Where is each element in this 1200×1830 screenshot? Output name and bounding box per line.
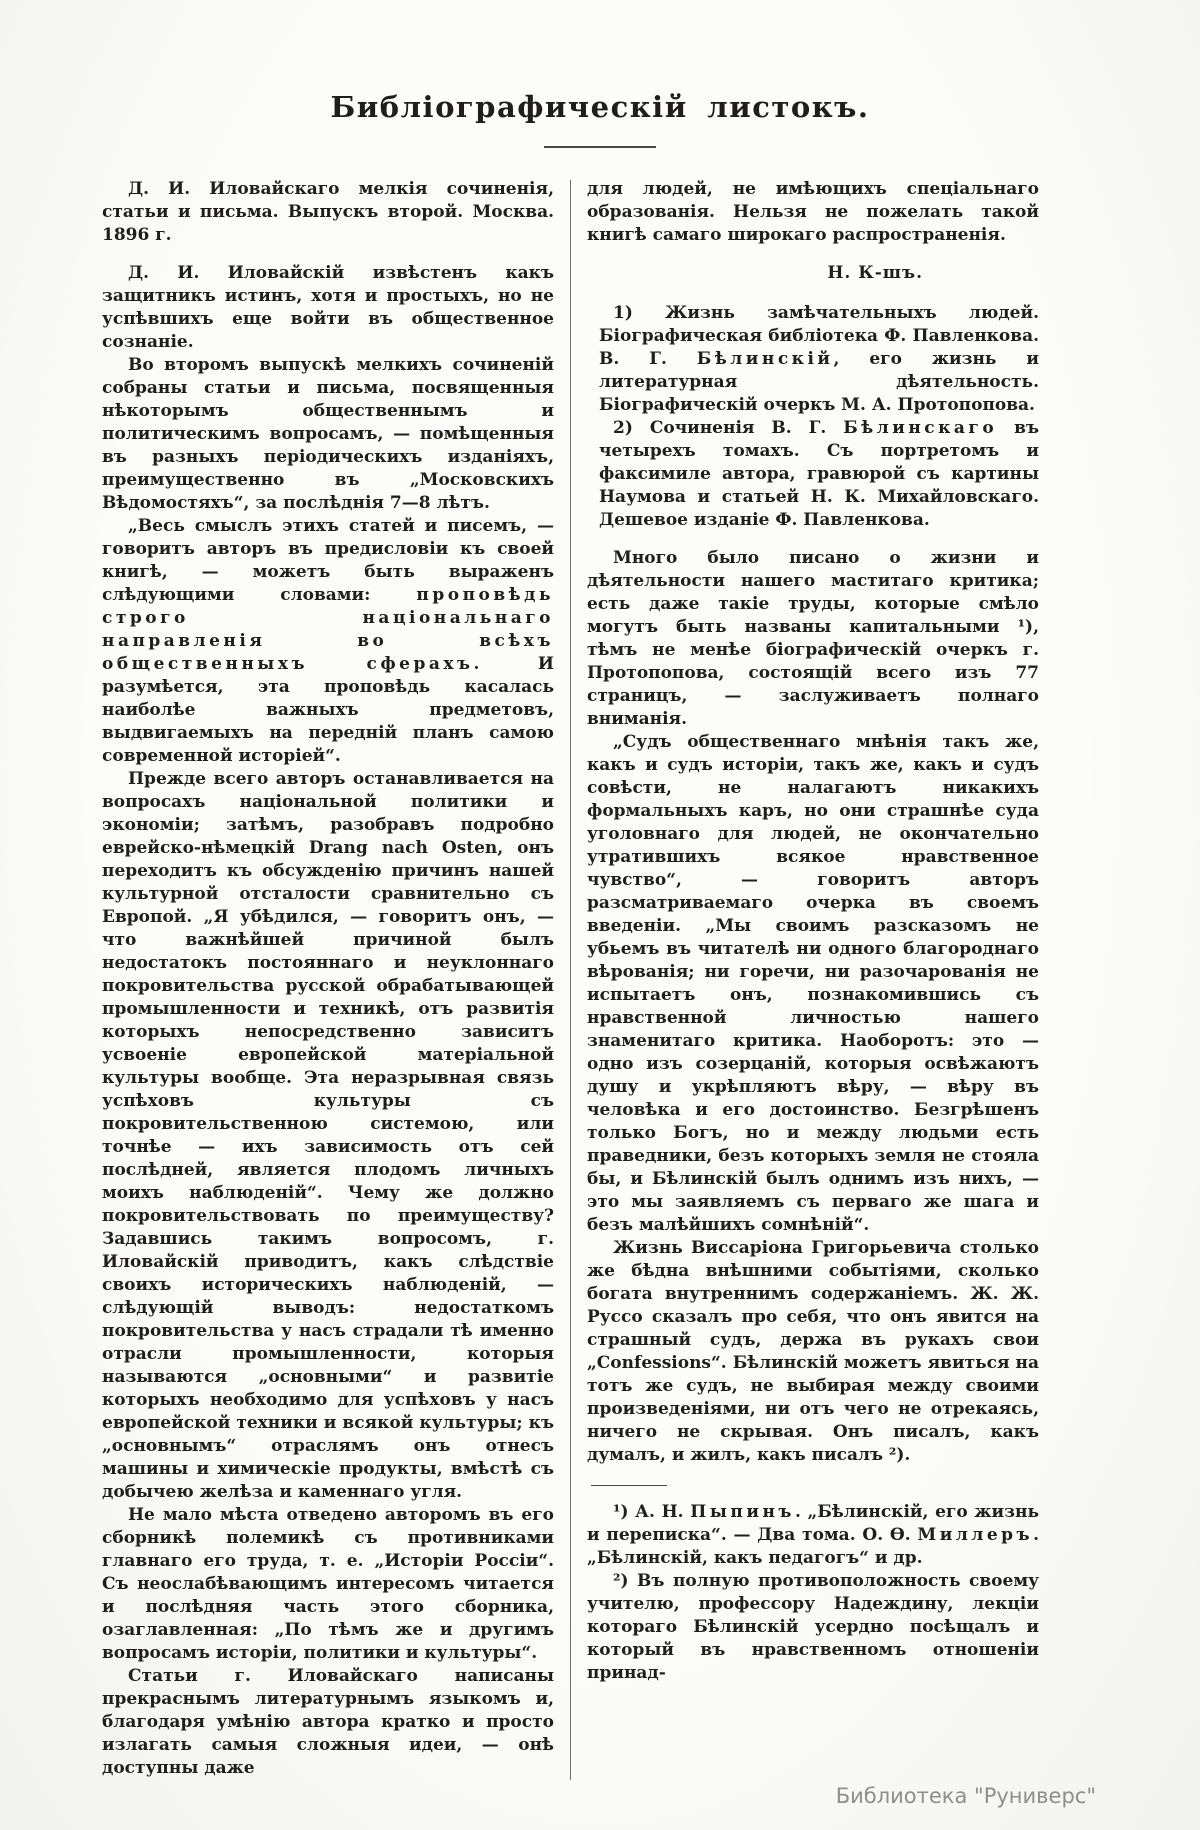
text-segment: ¹) А. Н. [613, 1502, 691, 1522]
paragraph: „Судъ общественнаго мнѣнія такъ же, какъ и судъ исторіи, такъ же, какъ и судъ совѣсти, не налагаютъ никакихъ формальныхъ каръ, но они страшнѣе суда уголовнаго для людей, не окончательно утратившихъ всякое нравственное чувство“, — говоритъ авторъ разсматриваемаго очерка въ своемъ введеніи. „Мы своимъ разсказомъ не убьемъ въ читателѣ ни одного благороднаго вѣрованія; ни горечи, ни разочарованія не испытаетъ онъ, познакомившись съ нравственной личностью нашего знаменитаго критика. Наоборотъ: это — одно изъ созерцаній, которыя освѣжаютъ душу и укрѣпляютъ вѣру, — вѣру въ человѣка и его достоинство. Безгрѣшенъ только Богъ, но и между людьми есть праведники, безъ которыхъ земля не стояла бы, и Бѣлинскій былъ однимъ изъ нихъ, — это мы заявляемъ съ перваго же шага и безъ малѣйшихъ сомнѣній“. [587, 732, 1039, 1235]
emphasized-name: Пыпинъ [690, 1502, 795, 1522]
book-reference-heading: Д. И. Иловайскаго мелкія сочиненія, статьи и письма. Выпускъ второй. Москва. 1896 г. [102, 179, 554, 245]
text-segment: „Весь смыслъ этихъ статей и писемъ, — говоритъ авторъ въ предисловіи къ своей книгѣ, — можетъ быть выраженъ слѣдующими словами: [102, 516, 554, 605]
text-segment: 2) Сочиненія В. Г. [613, 418, 844, 438]
title-rule [544, 146, 656, 148]
footnote-1 [587, 1501, 1039, 1570]
paragraph: Статьи г. Иловайскаго написаны прекраснымъ литературнымъ языкомъ и, благодаря умѣнію автора кратко и просто излагать самыя сложныя идеи, — онѣ доступны даже [102, 1666, 554, 1778]
left-column [102, 178, 554, 1780]
emphasized-name: Бѣлинскій [696, 349, 834, 369]
emphasized-text: проповѣдь строго національнаго направленія во всѣхъ общественныхъ сферахъ. [102, 585, 554, 674]
column-divider [570, 180, 571, 1780]
paragraph: Не мало мѣста отведено авторомъ въ его сборникѣ полемикѣ съ противниками главнаго его труда, т. е. „Исторіи Россіи“. Съ неослабѣвающимъ интересомъ читается и послѣдняя часть этого сборника, озаглавленная: „По тѣмъ же и другимъ вопросамъ исторіи, политики и культуры“. [102, 1505, 554, 1663]
paragraph: Во второмъ выпускѣ мелкихъ сочиненій собраны статьи и письма, посвященныя нѣкоторымъ общественнымъ и политическимъ вопросамъ, — помѣщенныя въ разныхъ періодическихъ изданіяхъ, преимущественно въ „Московскихъ Вѣдомостяхъ“, за послѣднія 7—8 лѣтъ. [102, 355, 554, 513]
paragraph: Жизнь Виссаріона Григорьевича столько же бѣдна внѣшними событіями, сколько богата внутреннимъ содержаніемъ. Ж. Ж. Руссо сказалъ про себя, что онъ явится на страшный судъ, держа въ рукахъ свои „Confessions“. Бѣлинскій можетъ явиться на тотъ же судъ, не выбирая между своими произведеніями, ни отъ чего не отрекаясь, ничего не скрывая. Онъ писалъ, какъ думалъ, и жилъ, какъ писалъ ²). [587, 1238, 1039, 1465]
paragraph: Д. И. Иловайскій извѣстенъ какъ защитникъ истинъ, хотя и простыхъ, но не успѣвшихъ еще войти въ общественное сознаніе. [102, 263, 554, 352]
text-segment: въ четырехъ томахъ. Съ портретомъ и факсимиле автора, гравюрой съ картины Наумова и статьей Н. К. Михайловскаго. Дешевое изданіе Ф. Павленкова. [599, 418, 1039, 530]
text-segment: И разумѣется, эта проповѣдь касалась наиболѣе важныхъ предметовъ, выдвигаемыхъ на передній планъ самою современной исторіей“. [102, 654, 554, 766]
right-column [587, 178, 1039, 1780]
text-segment: 1) Жизнь замѣчательныхъ людей. Біографическая библіотека Ф. Павленкова. В. Г. [599, 303, 1039, 369]
library-watermark: Библиотека "Руниверс" [835, 1784, 1096, 1808]
paragraph: Много было писано о жизни и дѣятельности нашего маститаго критика; есть даже такіе труды, которые смѣло могутъ быть названы капитальными ¹), тѣмъ не менѣе біографическій очеркъ г. Протопопова, состоящій всего изъ 77 страницъ, — заслуживаетъ полнаго вниманія. [587, 548, 1039, 729]
paragraph-continuation: для людей, не имѣющихъ спеціальнаго образованія. Нельзя не пожелать такой книгѣ самаго широкаго распространенія. [587, 179, 1039, 245]
paragraph: Прежде всего авторъ останавливается на вопросахъ національной политики и экономіи; затѣмъ, разобравъ подробно еврейско-нѣмецкій Drang nach Osten, онъ переходитъ къ обсужденію причинъ нашей культурной отсталости сравнительно съ Европой. „Я убѣдился, — говоритъ онъ, — что важнѣйшей причиной былъ недостатокъ постояннаго и неуклоннаго покровительства русской обрабатывающей промышленности и техникѣ, отъ развитія которыхъ непосредственно зависитъ усвоеніе европейской матеріальной культуры вообще. Эта неразрывная связь успѣховъ культуры съ покровительственною системою, или точнѣе — ихъ зависимость отъ сей послѣдней, является плодомъ личныхъ моихъ наблюденій“. Чему же должно покровительствовать по преимуществу? Задавшись такимъ вопросомъ, г. Иловайскій приводитъ, какъ слѣдствіе своихъ историческихъ наблюденій, — слѣдующій выводъ: недостаткомъ покровительства у насъ страдали тѣ именно отрасли промышленности, которыя называются „основными“ и развитіе которыхъ необходимо для успѣховъ у насъ европейской техники и всякой культуры; къ „основнымъ“ отраслямъ онъ отнесъ машины и химическіе продукты, вмѣстѣ съ добычею желѣза и каменнаго угля. [102, 769, 554, 1502]
text-columns [102, 178, 1072, 1780]
emphasized-name: Бѣлинскаго [843, 418, 998, 438]
page-title: Библіографическій листокъ. [330, 90, 870, 124]
book-entry-2 [587, 417, 1039, 532]
text-segment: . „Бѣлинскій, его жизнь и переписка“. — Два тома. О. Ѳ. [587, 1502, 1039, 1545]
text-segment: , его жизнь и литературная дѣятельность. Біографическій очеркъ М. А. Протопопова. [599, 349, 1039, 415]
footnote-2: ²) Въ полную противоположность своему учителю, профессору Надеждину, лекціи котораго Бѣлинскій усердно посѣщалъ и который въ нравственномъ отношеніи принад- [587, 1571, 1039, 1683]
author-signature: Н. К-шъ. [827, 263, 923, 283]
paragraph [102, 515, 554, 768]
book-entry-1 [587, 302, 1039, 417]
text-segment: . „Бѣлинскій, какъ педагогъ“ и др. [587, 1525, 1039, 1568]
footnote-separator-rule [591, 1485, 667, 1486]
emphasized-name: Миллеръ [917, 1525, 1034, 1545]
